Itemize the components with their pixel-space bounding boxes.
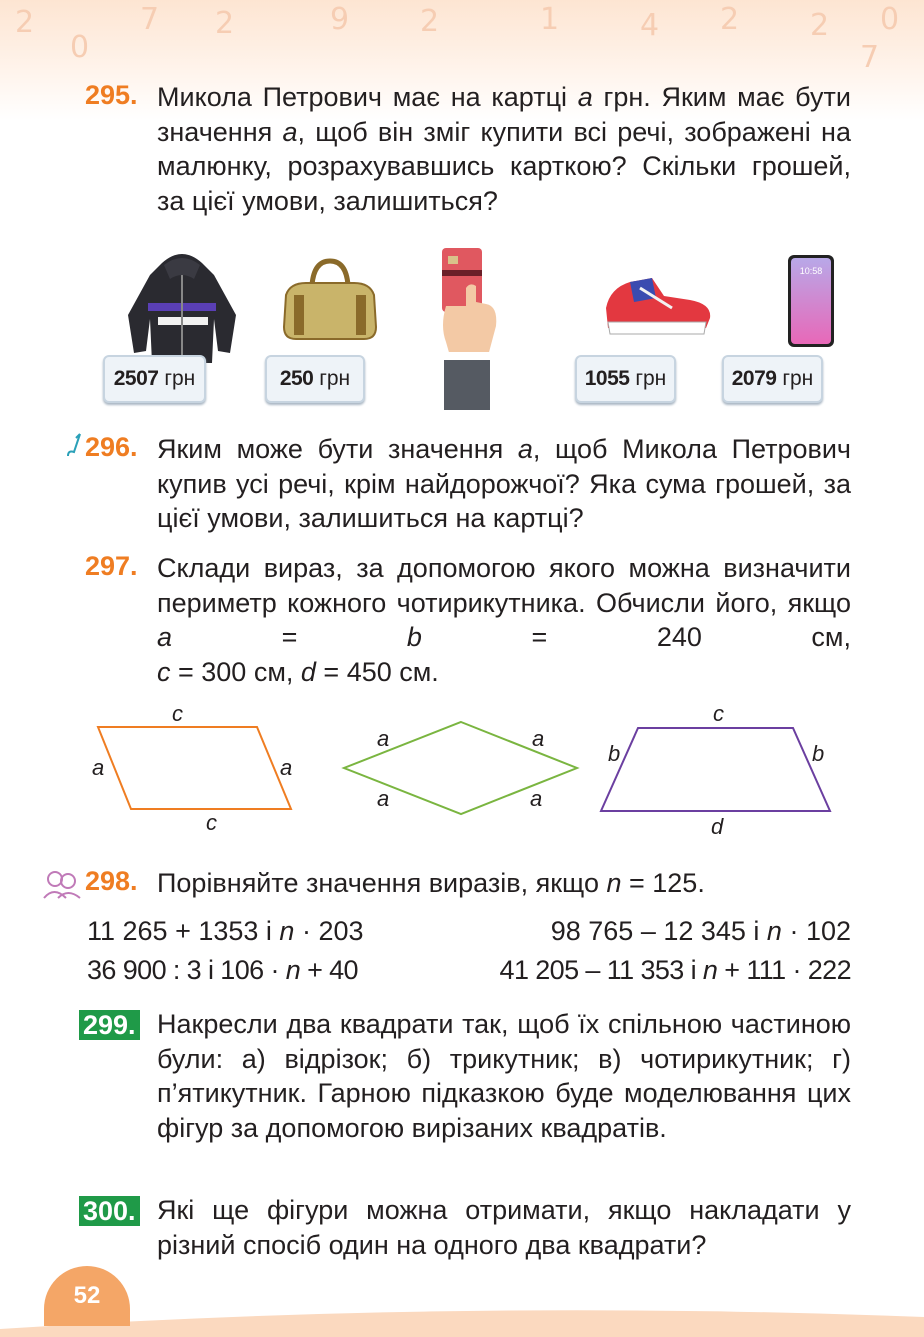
jacket-image	[118, 245, 246, 365]
expression: 98 765 – 12 345 і n · 102	[550, 916, 851, 946]
quadrilaterals-figure	[80, 696, 850, 846]
task-297	[85, 551, 851, 689]
parallelogram-label-top: c	[172, 701, 183, 726]
task-number: 297.	[85, 551, 138, 581]
task-text: Які ще фігури можна отримати, якщо накладати у різний спосіб один на одного два квадрати?	[157, 1195, 851, 1260]
trapezoid	[601, 728, 830, 811]
price-tag-phone: 2079 грн	[722, 355, 823, 403]
bag-image	[280, 255, 380, 345]
task-text: Микола Петрович має на картці a грн. Яким має бути значення a, щоб він зміг купити всі речі, зображені на малюнку, розрахувавшись карткою? Скільки грошей, за цієї умови, залишиться?	[157, 82, 852, 216]
task-number: 296.	[85, 432, 138, 462]
task-text: Накресли два квадрати так, щоб їх спільною частиною були: а) відрізок; б) трикутник; в) чотирикутник; г) п’ятикутник. Гарною підказкою буде моделювання цих фігур за допомогою вирізаних квадратів.	[157, 1009, 851, 1143]
trapezoid-label-top: c	[713, 701, 724, 726]
price-tag-sneakers: 1055 грн	[575, 355, 676, 403]
expression: 41 205 – 11 353 і n + 111 · 222	[499, 955, 851, 985]
note-icon	[64, 430, 84, 460]
expression: 11 265 + 1353 і n · 203	[87, 916, 364, 946]
task-295	[85, 80, 851, 218]
task-text-last-line: c = 300 см, d = 450 см.	[157, 656, 439, 687]
rhombus-label-bottom-right: a	[530, 786, 543, 811]
parallelogram-label-right: a	[280, 755, 293, 780]
task-298	[85, 866, 851, 901]
price-tag-jacket: 2507 грн	[103, 355, 206, 403]
pair-work-icon	[42, 868, 82, 900]
rhombus-label-top-right: a	[532, 726, 545, 751]
footer-decoration	[0, 1297, 924, 1337]
header-decoration: 2 0 7 2 9 2 1 4 2 2 0 7	[0, 0, 924, 120]
trapezoid-label-right: b	[812, 741, 825, 766]
task-number-badge: 300.	[79, 1196, 140, 1226]
trapezoid-label-bottom: d	[711, 814, 724, 839]
sneakers-image	[600, 268, 722, 338]
expression: 36 900 : 3 і 106 · n + 40	[87, 955, 358, 985]
task-300	[85, 1193, 851, 1262]
hand-with-card-image	[436, 246, 500, 410]
price-tag-bag: 250 грн	[265, 355, 365, 403]
phone-image	[787, 254, 835, 348]
parallelogram-label-left: a	[92, 755, 105, 780]
trapezoid-label-left: b	[608, 741, 621, 766]
task-296	[85, 432, 851, 536]
task-text: Порівняйте значення виразів, якщо n = 125.	[157, 868, 705, 898]
rhombus-label-top-left: a	[377, 726, 390, 751]
task-number: 295.	[85, 80, 138, 110]
task-number: 298.	[85, 866, 138, 896]
task-299	[85, 1007, 851, 1145]
rhombus-label-bottom-left: a	[377, 786, 390, 811]
task-text: Склади вираз, за допомогою якого можна визначити периметр кожного чотирикутника. Обчисли його, якщо a = b = 240 см,	[157, 553, 851, 652]
task-text: Яким може бути значення a, щоб Микола Петрович купив усі речі, крім найдорожчої? Яка сума грошей, за цієї умови, залишиться на картці?	[157, 434, 852, 533]
parallelogram	[98, 727, 291, 809]
parallelogram-label-bottom: c	[206, 810, 217, 835]
task-number-badge: 299.	[79, 1010, 140, 1040]
phone-clock: 10:58	[799, 266, 823, 276]
page-number: 52	[44, 1266, 130, 1326]
